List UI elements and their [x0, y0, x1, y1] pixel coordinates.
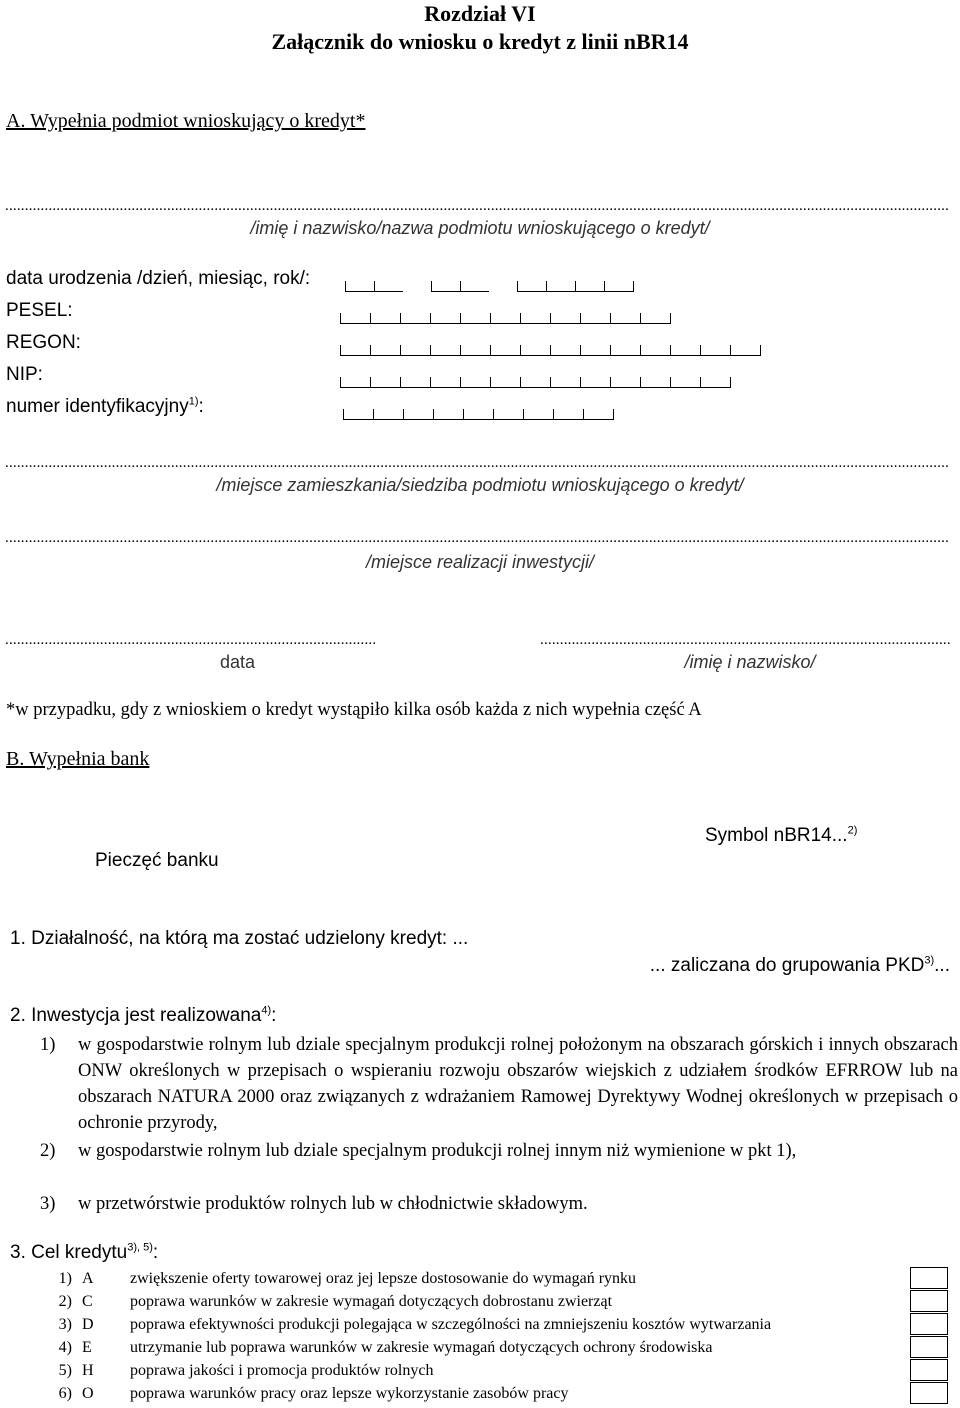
goal-text: poprawa jakości i promocja produktów rolnych: [130, 1362, 434, 1379]
goal-number: 2): [58, 1293, 72, 1310]
goal-checkbox-c[interactable]: [910, 1290, 948, 1312]
goal-row: [50, 1290, 900, 1313]
identification-number-text: numer identyfikacyjny: [6, 396, 189, 417]
goal-row: [50, 1267, 900, 1290]
goal-number: 6): [58, 1385, 72, 1402]
chapter-title: Rozdział VI: [424, 1, 536, 26]
applicant-name-caption: /imię i nazwisko/nazwa podmiotu wnioskującego o kredyt/: [250, 218, 710, 238]
field-nip-label: NIP:: [6, 364, 43, 385]
date-line[interactable]: [5, 632, 375, 648]
item2-heading-colon: :: [271, 1005, 277, 1026]
item2-option-1-text: w gospodarstwie rolnym lub dziale specjalnym produkcji rolnej położonym na obszarach górskich i innych obszarach ONW określonych w przepisach o wspieraniu rozwoju obszarów wiejskich z udziałem środków EFRROW lub na obszarach NATURA 2000 oraz związanych z wdrażaniem Ramowej Dyrektywy Wodnej określonych w przepisach o ochronie przyrody,: [78, 1035, 958, 1133]
item1-activity: 1. Działalność, na którą ma zostać udzielony kredyt: ...: [10, 928, 469, 949]
goal-checkbox-d[interactable]: [910, 1313, 948, 1335]
field-regon-label: REGON:: [6, 332, 81, 353]
residence-caption: /miejsce zamieszkania/siedziba podmiotu wnioskującego o kredyt/: [216, 475, 744, 495]
goal-code: A: [82, 1270, 94, 1287]
goal-checkbox-o[interactable]: [910, 1382, 948, 1404]
pesel-boxes[interactable]: [340, 313, 671, 324]
goal-code: D: [82, 1316, 94, 1333]
symbol-text: Symbol nBR14...: [705, 825, 848, 846]
goal-row: [50, 1313, 900, 1336]
item2-option-3-text: w przetwórstwie produktów rolnych lub w chłodnictwie składowym.: [78, 1194, 588, 1214]
name-line[interactable]: [540, 632, 950, 648]
goal-text: poprawa warunków pracy oraz lepsze wykorzystanie zasobów pracy: [130, 1385, 569, 1402]
item2-heading-text: 2. Inwestycja jest realizowana: [10, 1005, 262, 1026]
item1-pkd: [0, 955, 950, 977]
goal-checkbox-e[interactable]: [910, 1336, 948, 1358]
item2-option-1: [40, 1032, 958, 1136]
item2-option-3-number: 3): [40, 1194, 56, 1214]
applicant-name-line[interactable]: [5, 198, 950, 214]
item2-heading: [10, 1005, 276, 1027]
goal-code: E: [82, 1339, 92, 1356]
section-a-heading: A. Wypełnia podmiot wnioskujący o kredyt*: [6, 110, 366, 132]
goal-checkbox-a[interactable]: [910, 1267, 948, 1289]
goal-row: [50, 1359, 900, 1382]
symbol-label: [705, 825, 857, 847]
item2-option-2-text: w gospodarstwie rolnym lub dziale specjalnym produkcji rolnej innym niż wymienione w pkt 1),: [78, 1141, 797, 1161]
field-identification-number-label: [6, 396, 204, 418]
field-birth-date-label: data urodzenia /dzień, miesiąc, rok/:: [6, 268, 311, 289]
footnote-ref-2: 2): [847, 824, 858, 837]
document-title: Załącznik do wniosku o kredyt z linii nBR14: [271, 29, 689, 54]
goal-code: H: [82, 1362, 94, 1379]
birth-date-boxes[interactable]: [345, 281, 634, 292]
field-pesel-label: PESEL:: [6, 300, 73, 321]
name-caption: /imię i nazwisko/: [684, 652, 816, 672]
investment-location-line[interactable]: [5, 530, 950, 546]
regon-boxes[interactable]: [340, 345, 761, 356]
item2-option-2-number: 2): [40, 1141, 56, 1161]
item2-option-1-number: 1): [40, 1035, 56, 1055]
goal-text: zwiększenie oferty towarowej oraz jej lepsze dostosowanie do wymagań rynku: [130, 1270, 637, 1287]
residence-line[interactable]: [5, 455, 950, 471]
footnote-ref-1: 1): [188, 395, 199, 408]
goal-code: O: [82, 1385, 94, 1402]
section-a-footnote: *w przypadku, gdy z wnioskiem o kredyt wystąpiło kilka osób każda z nich wypełnia część A: [6, 700, 702, 720]
item1-pkd-tail: ...: [934, 955, 950, 976]
goal-row: [50, 1336, 900, 1359]
goal-row: [50, 1382, 900, 1405]
goal-number: 3): [58, 1316, 72, 1333]
goal-number: 4): [58, 1339, 72, 1356]
goal-text: utrzymanie lub poprawa warunków w zakresie wymagań dotyczących ochrony środowiska: [130, 1339, 713, 1356]
footnote-ref-5: 3), 5): [127, 1241, 153, 1254]
section-b-heading: B. Wypełnia bank: [6, 748, 150, 770]
footnote-ref-4: 4): [261, 1004, 272, 1017]
nip-boxes[interactable]: [340, 377, 731, 388]
bank-stamp-label: Pieczęć banku: [95, 850, 219, 871]
investment-location-caption: /miejsce realizacji inwestycji/: [365, 552, 595, 572]
item1-pkd-text: ... zaliczana do grupowania PKD: [649, 955, 925, 976]
item3-heading-text: 3. Cel kredytu: [10, 1242, 128, 1263]
goal-number: 5): [58, 1362, 72, 1379]
goal-text: poprawa warunków w zakresie wymagań dotyczących dobrostanu zwierząt: [130, 1293, 613, 1310]
item2-option-2: [40, 1138, 958, 1164]
item2-option-3: [40, 1191, 958, 1217]
goal-number: 1): [58, 1270, 72, 1287]
identification-number-colon: :: [198, 396, 204, 417]
goal-text: poprawa efektywności produkcji polegająca w szczególności na zmniejszeniu kosztów wytwarzania: [130, 1316, 772, 1333]
date-caption: data: [219, 652, 256, 672]
identification-number-boxes[interactable]: [343, 409, 614, 420]
footnote-ref-3: 3): [924, 954, 935, 967]
goal-checkbox-h[interactable]: [910, 1359, 948, 1381]
item3-heading: [10, 1242, 158, 1264]
goal-code: C: [82, 1293, 93, 1310]
item3-heading-colon: :: [152, 1242, 159, 1263]
